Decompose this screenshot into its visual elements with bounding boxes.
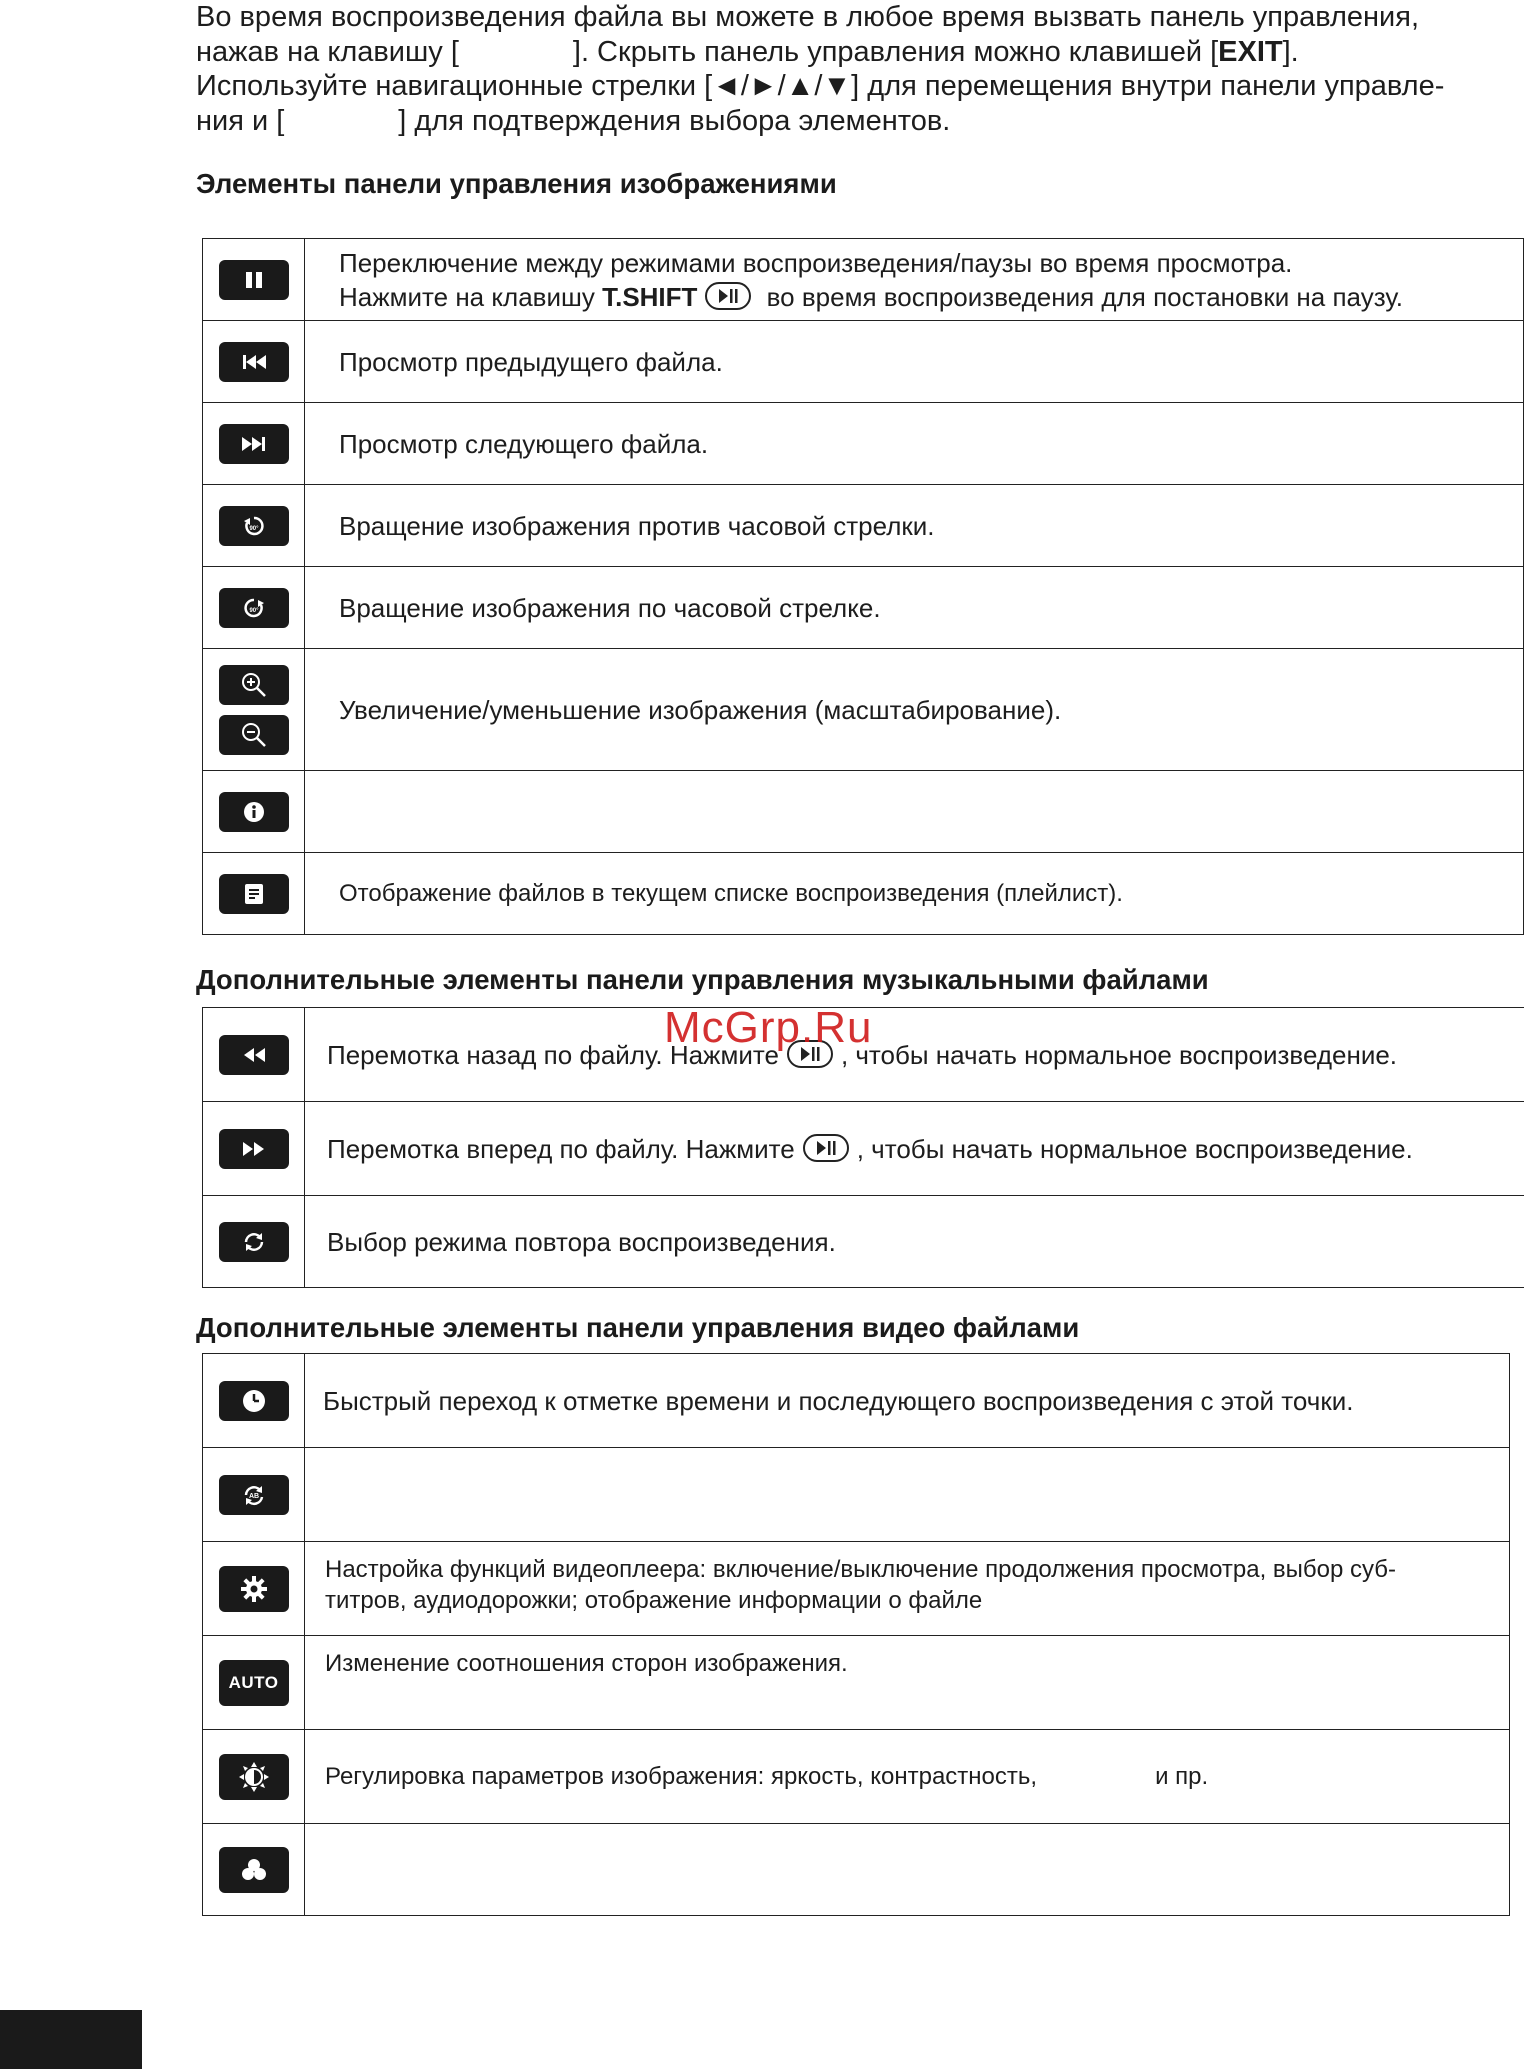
music-section-title: Дополнительные элементы панели управления музыкальными файлами bbox=[196, 964, 1209, 995]
previous-icon bbox=[219, 342, 289, 382]
video-controls-table bbox=[202, 1353, 1510, 1916]
svg-text:AB: AB bbox=[248, 1492, 259, 1500]
row-description: Отображение файлов в текущем списке воспроизведения (плейлист). bbox=[339, 880, 1123, 907]
intro-text: Во время воспроизведения файла вы можете в любое время вызвать панель управления, bbox=[196, 1, 1420, 33]
intro-text: ] для подтверждения выбора элементов. bbox=[398, 104, 951, 137]
icon-cell bbox=[203, 1354, 305, 1447]
icon-cell bbox=[203, 1730, 305, 1823]
description-cell bbox=[305, 321, 1523, 402]
row-description bbox=[327, 1038, 1524, 1072]
row-description: титров, аудиодорожки; отображение информации о файле bbox=[325, 1587, 983, 1614]
row-text: Перемотка вперед по файлу. Нажмите bbox=[327, 1133, 795, 1164]
row-text: Перемотка назад по файлу. Нажмите bbox=[327, 1039, 779, 1070]
row-description: Вращение изображения по часовой стрелке. bbox=[339, 592, 881, 623]
icon-cell bbox=[203, 853, 305, 934]
icon-cell bbox=[203, 1636, 305, 1729]
intro-text: ]. Скрыть панель управления можно клавишей [ bbox=[572, 35, 1219, 68]
table-row bbox=[203, 403, 1523, 485]
description-cell bbox=[305, 853, 1523, 934]
table-row bbox=[203, 239, 1523, 321]
watermark-logo: McGrp.Ru bbox=[664, 1003, 873, 1052]
table-row bbox=[203, 1824, 1509, 1916]
icon-cell bbox=[203, 649, 305, 770]
clock-icon bbox=[219, 1381, 289, 1421]
rotate-cw-icon bbox=[219, 588, 289, 628]
zoom-out-icon bbox=[219, 715, 289, 755]
description-cell bbox=[305, 1542, 1509, 1635]
table-row bbox=[203, 485, 1523, 567]
row-text: Нажмите на клавишу bbox=[339, 281, 603, 312]
row-text: и пр. bbox=[1155, 1763, 1209, 1790]
fast-forward-icon bbox=[219, 1129, 289, 1169]
row-description: Просмотр предыдущего файла. bbox=[339, 346, 723, 377]
table-row bbox=[203, 1542, 1509, 1636]
table-row bbox=[203, 1730, 1509, 1824]
row-description: Просмотр следующего файла. bbox=[339, 428, 709, 459]
icon-cell bbox=[203, 239, 305, 320]
zoom-in-icon bbox=[219, 665, 289, 705]
intro-paragraph bbox=[196, 0, 1511, 138]
icon-cell bbox=[203, 1196, 305, 1287]
intro-text: нажав на клавишу [ bbox=[196, 35, 459, 68]
table-row bbox=[203, 1354, 1509, 1448]
intro-line-3 bbox=[196, 69, 1511, 104]
info-icon bbox=[219, 792, 289, 832]
icon-cell bbox=[203, 771, 305, 852]
table-row bbox=[203, 567, 1523, 649]
description-cell bbox=[305, 649, 1523, 770]
table-row bbox=[203, 771, 1523, 853]
rotate-ccw-icon bbox=[219, 506, 289, 546]
description-cell bbox=[305, 1008, 1524, 1101]
image-section-title: Элементы панели управления изображениями bbox=[196, 168, 837, 199]
repeat-icon bbox=[219, 1222, 289, 1262]
icon-cell bbox=[203, 403, 305, 484]
description-cell bbox=[305, 1448, 1509, 1541]
icon-cell bbox=[203, 1542, 305, 1635]
playlist-icon bbox=[219, 874, 289, 914]
table-row bbox=[203, 649, 1523, 771]
brightness-icon bbox=[219, 1754, 289, 1800]
row-description: Изменение соотношения сторон изображения. bbox=[325, 1650, 848, 1677]
row-description bbox=[339, 280, 1511, 314]
table-row bbox=[203, 321, 1523, 403]
icon-cell bbox=[203, 1008, 305, 1101]
repeat-ab-icon bbox=[219, 1475, 289, 1515]
description-cell bbox=[305, 1196, 1524, 1287]
intro-line-2 bbox=[196, 35, 1511, 70]
intro-line-4 bbox=[196, 104, 1511, 139]
page-corner-tab bbox=[0, 2010, 142, 2069]
icon-cell bbox=[203, 1824, 305, 1915]
description-cell bbox=[305, 1636, 1509, 1729]
row-description: Быстрый переход к отметке времени и последующего воспроизведения с этой точки. bbox=[323, 1385, 1354, 1416]
settings-gear-icon bbox=[219, 1566, 289, 1612]
intro-line-1 bbox=[196, 0, 1511, 35]
image-controls-table bbox=[202, 238, 1524, 935]
play-pause-button-icon bbox=[705, 282, 751, 310]
description-cell bbox=[305, 1824, 1509, 1915]
description-cell bbox=[305, 485, 1523, 566]
icon-cell bbox=[203, 485, 305, 566]
svg-text:90°: 90° bbox=[248, 525, 259, 532]
row-description: Переключение между режимами воспроизведения/паузы во время просмотра. bbox=[339, 247, 1293, 278]
description-cell bbox=[305, 239, 1523, 320]
aspect-auto-icon: AUTO bbox=[219, 1660, 289, 1706]
intro-text: ]. bbox=[1282, 35, 1299, 68]
rewind-icon bbox=[219, 1035, 289, 1075]
row-description: Увеличение/уменьшение изображения (масштабирование). bbox=[339, 694, 1062, 725]
row-description: Выбор режима повтора воспроизведения. bbox=[327, 1226, 836, 1257]
row-text: Регулировка параметров изображения: яркость, контрастность, bbox=[325, 1763, 1038, 1790]
play-pause-button-icon bbox=[803, 1134, 849, 1162]
row-description bbox=[325, 1761, 1497, 1792]
icon-cell bbox=[203, 321, 305, 402]
icon-cell bbox=[203, 1102, 305, 1195]
description-cell bbox=[305, 771, 1523, 852]
table-row bbox=[203, 1448, 1509, 1542]
color-icon bbox=[219, 1847, 289, 1893]
next-icon bbox=[219, 424, 289, 464]
intro-text: Используйте навигационные стрелки [◄/►/▲/▼] для перемещения внутри панели управле- bbox=[196, 70, 1445, 102]
table-row bbox=[203, 1102, 1524, 1196]
description-cell bbox=[305, 403, 1523, 484]
row-text: , чтобы начать нормальное воспроизведение. bbox=[840, 1039, 1398, 1070]
table-row bbox=[203, 1636, 1509, 1730]
table-row bbox=[203, 1196, 1524, 1288]
row-text: , чтобы начать нормальное воспроизведение. bbox=[856, 1133, 1413, 1164]
video-section-title: Дополнительные элементы панели управления видео файлами bbox=[196, 1312, 1080, 1343]
description-cell bbox=[305, 1102, 1524, 1195]
intro-text: ния и [ bbox=[196, 104, 285, 137]
icon-cell bbox=[203, 1448, 305, 1541]
row-description bbox=[327, 1132, 1524, 1166]
row-description: Настройка функций видеоплеера: включение/выключение продолжения просмотра, выбор суб- bbox=[325, 1556, 1397, 1583]
tshift-key-label: T.SHIFT bbox=[602, 281, 698, 312]
row-text: во время воспроизведения для постановки на паузу. bbox=[759, 281, 1403, 312]
table-row bbox=[203, 853, 1523, 935]
row-description: Вращение изображения против часовой стрелки. bbox=[339, 510, 935, 541]
description-cell bbox=[305, 1354, 1509, 1447]
icon-cell bbox=[203, 567, 305, 648]
description-cell bbox=[305, 1730, 1509, 1823]
description-cell bbox=[305, 567, 1523, 648]
svg-text:90°: 90° bbox=[248, 607, 259, 614]
exit-key-label: EXIT bbox=[1218, 35, 1283, 68]
pause-icon bbox=[219, 260, 289, 300]
